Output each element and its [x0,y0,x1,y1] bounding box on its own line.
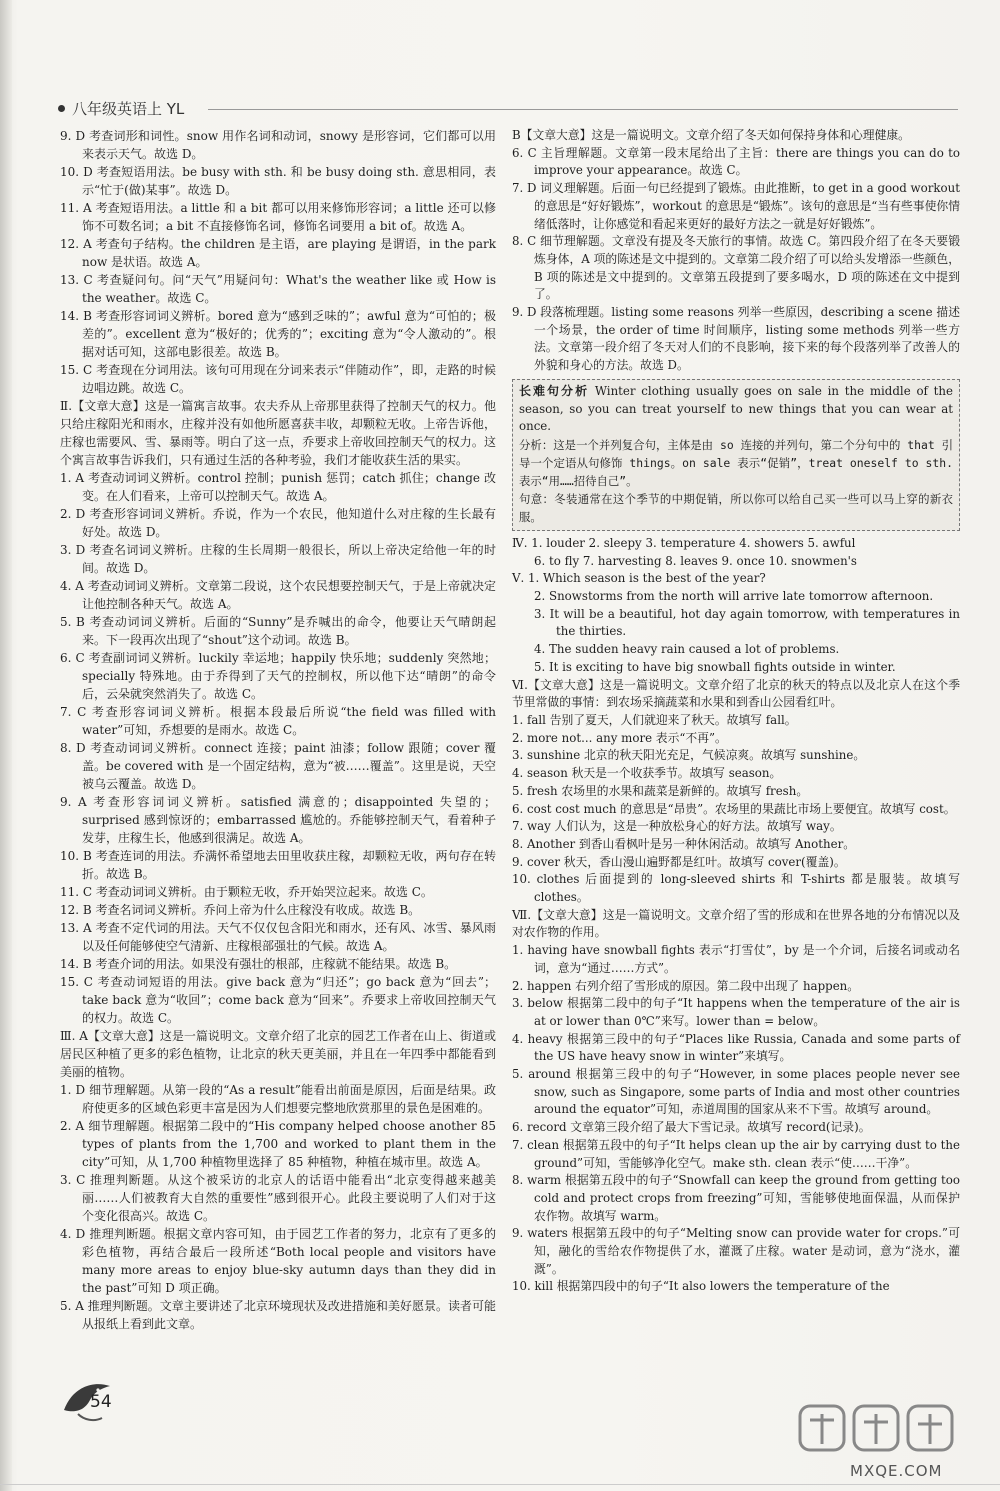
answer-item: 1. D 细节理解题。从第一段的“As a result”能看出前面是原因，后面是结果。政府使更多的区域色彩更丰富是因为人们想要完整地欣赏那里的景色是困难的。 [60,1083,496,1115]
header-title: 八年级英语上 YL [72,100,185,118]
answer-item: 11. C 考查动词词义辨析。由于颗粒无收，乔开始哭泣起来。故选 C。 [60,885,433,899]
answer-item: 2. Snowstorms from the north will arrive late tomorrow afternoon. [534,589,934,604]
header-rule [208,109,958,110]
answer-item: 13. A 考查不定代词的用法。天气不仅仅包含阳光和雨水，还有风、冰雪、暴风雨以及任何能够使空气清新、庄稼根部强壮的气候。故选 A。 [60,921,496,953]
answer-item: 6. to fly 7. harvesting 8. leaves 9. once 10. snowmen's [534,553,857,568]
answer-item: 15. C 考查现在分词用法。该句可用现在分词来表示“伴随动作”，即，走路的时候边唱边跳。故选 C。 [60,363,496,395]
answer-item: 11. A 考查短语用法。a little 和 a bit 都可以用来修饰形容词；a little 还可以修饰不可数名词；a bit 不直接修饰名词，修饰名词要用 a bit of。故选 A。 [60,201,496,233]
answer-item: 8. Another 到香山看枫叶是另一种休闲活动。故填写 Another。 [512,836,856,851]
answer-item: 3. C 推理判断题。从这个被采访的北京人的话语中能看出“北京变得越来越美丽……人们被教育大自然的重要性”感到很开心。此段主要说明了人们对于这个变化很高兴。故选 C。 [60,1173,496,1223]
answer-item: 10. kill 根据第四段中的句子“It also lowers the temperature of the [512,1279,890,1294]
answer-item: 6. record 文章第三段介绍了最大下雪记录。故填写 record(记录)。 [512,1120,871,1135]
box-sentence: Winter clothing usually goes on sale in the middle of the season, so you can treat yourself to new things that you can wear at once. [519,383,953,434]
answer-item: 9. A 考查形容词词义辨析。satisfied 满意的；disappointed 失望的；surprised 感到惊讶的；embarrassed 尴尬的。乔能够控制天气，看着种子发芽，庄稼生长，他感到很满足。故选 A。 [60,795,496,845]
section-paragraph: Ⅱ.【文章大意】这是一篇寓言故事。农夫乔从上帝那里获得了控制天气的权力。他只给庄稼阳光和雨水，庄稼并没有如他所愿喜获丰收，却颗粒无收。上帝告诉他，庄稼也需要风、雪、暴雨等。明白了这一点，乔要求上帝收回控制天气的权力。这个寓言故事告诉我们，只有通过生活的各种考验，我们才能收获生活的果实。 [60,399,496,467]
answer-item: 10. D 考查短语用法。be busy with sth. 和 be busy doing sth. 意思相同，表示“忙于(做)某事”。故选 D。 [60,165,496,197]
answer-item: 7. C 考查形容词词义辨析。根据本段最后所说“the field was filled with water”可知，乔想要的是雨水。故选 C。 [60,705,496,737]
answer-item: 4. season 秋天是一个收获季节。故填写 season。 [512,766,782,781]
answer-item: 4. D 推理判断题。根据文章内容可知，由于园艺工作者的努力，北京有了更多的彩色植物，再结合最后一段所述“Both local people and visitors have many more areas to enjoy blue-sky autumn days than they did in the past”可知 D 项正确。 [60,1227,496,1295]
answer-item: 6. C 主旨理解题。文章第一段末尾给出了主旨：there are things you can do to improve your appearance。故选 C。 [512,145,960,178]
answer-item: 2. more not... any more 表示“不再”。 [512,730,727,745]
answer-item: 5. around 根据第三段中的句子“However, in some places people never see snow, such as Singapore, some parts of India and most other countries around the equator”可知，赤道周围的国家从来不下雪。故填写 around。 [512,1067,960,1117]
answer-item: 5. It is exciting to have big snowball fights outside in winter. [534,659,896,674]
section-paragraph: Ⅵ.【文章大意】这是一篇说明文。文章介绍了北京的秋天的特点以及北京人在这个季节里常做的事情：到农场采摘蔬菜和水果和到香山公园看红叶。 [512,677,960,710]
page-header [58,98,958,120]
answer-item: 4. The sudden heavy rain caused a lot of problems. [534,642,840,657]
answer-item: Ⅴ. 1. Which season is the best of the year? [512,571,766,586]
answer-item: 5. A 推理判断题。文章主要讲述了北京环境现状及改进措施和美好愿景。读者可能从报纸上看到此文章。 [60,1299,496,1331]
answer-item: 1. having have snowball fights 表示“打雪仗”，by 是一个介词，后接名词或动名词，意为“通过……方式”。 [512,943,960,975]
box-tag: 长难句分析 [519,383,590,398]
answer-item: 7. D 词义理解题。后面一句已经提到了锻炼。由此推断，to get in a good workout 的意思是“好好锻炼”，workout 的意思是“锻炼”。该句的意思是“当有些事使你情绪低落时，让你感觉和看起来更好的最好方法之一就是好好锻炼”。 [512,181,960,231]
header-bullet-icon [58,105,65,112]
answer-item: 9. waters 根据第五段中的句子“Melting snow can provide water for crops.”可知，融化的雪给农作物提供了水，灌溉了庄稼。water 是动词，意为“浇水，灌溉”。 [512,1226,960,1276]
answer-item: 12. A 考查句子结构。the children 是主语，are playing 是谓语，in the park now 是状语。故选 A。 [60,237,496,269]
right-column [512,127,960,1296]
answer-item: Ⅳ. 1. louder 2. sleepy 3. temperature 4. showers 5. awful [512,535,856,550]
answer-item: 3. below 根据第二段中的句子“It happens when the temperature of the air is at or lower than 0℃”来写。lower than = below。 [512,996,960,1028]
answer-item: 6. cost cost much 的意思是“昂贵”。农场里的果蔬比市场上要便宜。故填写 cost。 [512,801,956,816]
left-column [60,127,496,1333]
answer-item: 3. It will be a beautiful, hot day again tomorrow, with temperatures in the thirties. [534,606,960,639]
answer-item: 6. C 考查副词词义辨析。luckily 幸运地；happily 快乐地；suddenly 突然地；specially 特殊地。由于乔得到了天气的控制权，所以他下达“晴朗”的命令后，云朵就突然消失了。故选 C。 [60,651,496,701]
answer-item: 2. D 考查形容词词义辨析。乔说，作为一个农民，他知道什么对庄稼的生长最有好处。故选 D。 [60,507,496,539]
answer-item: 3. sunshine 北京的秋天阳光充足，气候凉爽。故填写 sunshine。 [512,748,866,763]
answer-item: 10. clothes 后面提到的 long-sleeved shirts 和 T-shirts 都是服装。故填写 clothes。 [512,872,960,905]
answer-item: 13. C 考查疑问句。问“天气”用疑问句：What's the weather like 或 How is the weather。故选 C。 [60,273,496,305]
answer-item: 7. way 人们认为，这是一种放松身心的好方法。故填写 way。 [512,819,842,834]
answer-item: 5. B 考查动词词义辨析。后面的“Sunny”是乔喊出的命令，他要让天气晴朗起来。下一段再次出现了“shout”这个动词。故选 B。 [60,615,496,647]
answer-item: 2. A 细节理解题。根据第二段中的“His company helped choose another 85 types of plants from the 1,700 and worked to plant them in the city”可知，从 1,700 种植物里选择了 85 种植物，种植在城市里。故选 A。 [60,1119,496,1169]
answer-item: 1. A 考查动词词义辨析。control 控制；punish 惩罚；catch 抓住；change 改变。在人们看来，上帝可以控制天气。故选 A。 [60,471,496,503]
answer-item: 7. clean 根据第五段中的句子“It helps clean up the air by carrying dust to the ground”可知，雪能够净化空气。make sth. clean 表示“使……干净”。 [512,1137,960,1170]
section-paragraph: Ⅲ. A【文章大意】这是一篇说明文。文章介绍了北京的园艺工作者在山上、街道或居民区种植了更多的彩色植物，让北京的秋天更美丽，并且在一年四季中都能看到美丽的植物。 [60,1029,496,1079]
answer-item: 15. C 考查动词短语的用法。give back 意为“归还”；go back 意为“回去”；take back 意为“收回”；come back 意为“回来”。乔要求上帝收回控制天气的权力。故选 C。 [60,975,496,1025]
answer-item: 8. D 考查动词词义辨析。connect 连接；paint 油漆；follow 跟随；cover 覆盖。be covered with 是一个固定结构，意为“被……覆盖”。这里是说，天空被乌云覆盖。故选 D。 [60,741,496,791]
box-analysis: 分析：这是一个并列复合句，主体是由 so 连接的并列句，第二个分句中的 that 引导一个定语从句修饰 things。on sale 表示“促销”，treat oneself to sth. 表示“用……招待自己”。 [519,437,953,488]
box-translation: 句意：冬装通常在这个季节的中期促销，所以你可以给自己买一些可以马上穿的新衣服。 [519,491,953,524]
answer-item: 8. warm 根据第五段中的句子“Snowfall can keep the ground from getting too cold and protect crops from freezing”可知，雪能够使地面保温，从而保护农作物。故填写 warm。 [512,1173,960,1223]
section-paragraph: B【文章大意】这是一篇说明文。文章介绍了冬天如何保持身体和心理健康。 [512,128,910,142]
right-column-top [512,127,960,375]
answer-item: 3. D 考查名词词义辨析。庄稼的生长周期一般很长，所以上帝决定给他一年的时间。故选 D。 [60,543,496,575]
right-column-bottom [512,535,960,1296]
answer-item: 5. fresh 农场里的水果和蔬菜是新鲜的。故填写 fresh。 [512,783,809,798]
answer-item: 4. heavy 根据第三段中的句子“Places like Russia, Canada and some parts of the US have heavy snow in winter”来填写。 [512,1031,960,1064]
watermark-text: MXQE.COM [850,1462,943,1480]
answer-item: 10. B 考查连词的用法。乔满怀希望地去田里收获庄稼，却颗粒无收，两句存在转折。故选 B。 [60,849,496,881]
section-paragraph: Ⅶ.【文章大意】这是一篇说明文。文章介绍了雪的形成和在世界各地的分布情况以及对农作物的作用。 [512,907,960,940]
answer-item: 9. cover 秋天，香山漫山遍野都是红叶。故填写 cover(覆盖)。 [512,854,846,869]
answer-item: 14. B 考查介词的用法。如果没有强壮的根部，庄稼就不能结果。故选 B。 [60,957,457,971]
answer-item: 9. D 段落梳理题。listing some reasons 列举一些原因，describing a scene 描述一个场景，the order of time 时间顺序，listing some methods 列举一些方法。文章第一段介绍了冬天对人们的不良影响，接下来的每个段落列举了改善人的外貌和身心的方法。故选 D。 [512,305,960,373]
long-sentence-analysis-box [512,379,960,531]
answer-item: 2. happen 右列介绍了雪形成的原因。第二段中出现了 happen。 [512,978,860,993]
answer-item: 1. fall 告别了夏天，人们就迎来了秋天。故填写 fall。 [512,712,797,727]
page-binding-edge [0,0,12,1491]
answer-item: 8. C 细节理解题。文章没有提及冬天旅行的事情。故选 C。第四段介绍了在冬天要锻炼身体，A 项的陈述是文中提到的。文章第二段介绍了可以给头发增添一些颜色，B 项的陈述是文中提到的。文章第五段提到了要多喝水，D 项的陈述在文中提到了。 [512,234,960,302]
page-number: 54 [90,1392,112,1412]
answer-item: 12. B 考查名词词义辨析。乔问上帝为什么庄稼没有收成。故选 B。 [60,903,421,917]
answer-item: 9. D 考查词形和词性。snow 用作名词和动词，snowy 是形容词，它们都可以用来表示天气。故选 D。 [60,129,496,161]
answer-item: 4. A 考查动词词义辨析。文章第二段说，这个农民想要控制天气，于是上帝就决定让他控制各种天气。故选 A。 [60,579,496,611]
bottom-rule [0,1484,1000,1485]
answer-item: 14. B 考查形容词词义辨析。bored 意为“感到乏味的”；awful 意为“可怕的；极差的”。excellent 意为“极好的；优秀的”；exciting 意为“令人激动的”。根据对话可知，这部电影很差。故选 B。 [60,309,496,359]
